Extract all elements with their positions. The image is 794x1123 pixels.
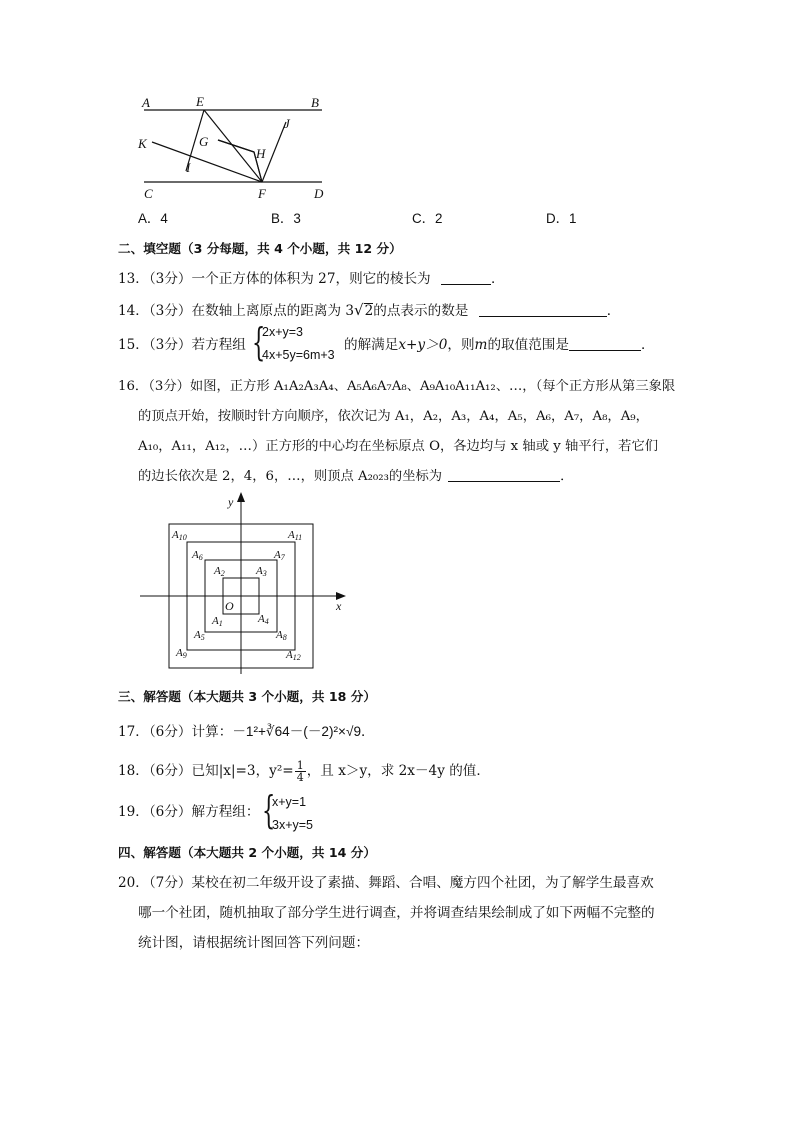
- q13-answer-blank[interactable]: [441, 270, 491, 285]
- y-axis-arrow-icon: [237, 492, 245, 502]
- q13-text: 13．（3分）一个正方体的体积为 27，则它的棱长为: [118, 271, 431, 287]
- q14-end: ．: [606, 303, 621, 319]
- question-20-line-3: 统计图，请根据统计图回答下列问题：: [138, 935, 370, 951]
- q15-equation-2: 4x+5y=6m+3: [262, 348, 335, 362]
- q15-equation-1: 2x+y=3: [262, 325, 304, 339]
- label-a11: A11: [288, 529, 303, 542]
- label-b: B: [311, 95, 319, 110]
- question-20-line-2: 哪一个社团，随机抽取了部分学生进行调查，并将调查结果绘制成了如下两幅不完整的: [138, 905, 655, 921]
- question-13: [118, 269, 505, 289]
- q15-mid2: ，则: [447, 337, 475, 353]
- choice-c[interactable]: C．2: [412, 211, 443, 226]
- question-17: [118, 722, 375, 742]
- q19-equation-2: 3x+y=5: [272, 818, 314, 832]
- nested-squares-figure: [136, 492, 356, 678]
- label-a7: A7: [274, 549, 285, 562]
- q16-answer-blank[interactable]: [448, 467, 560, 482]
- label-a6: A6: [192, 549, 203, 562]
- choice-a[interactable]: A．4: [138, 211, 168, 226]
- q18-numerator: 1: [296, 759, 304, 772]
- question-15-pre: 15．（3分）若方程组: [118, 337, 246, 353]
- q17-expression: －1²+∛64－(－2)²×√9．: [232, 724, 375, 739]
- origin-label: O: [225, 599, 234, 613]
- label-a12: A12: [286, 649, 301, 662]
- label-a8: A8: [276, 629, 287, 642]
- q19-brace-icon: {: [262, 788, 276, 832]
- label-k: K: [138, 136, 147, 151]
- label-g: G: [199, 134, 209, 149]
- label-a5: A5: [194, 629, 205, 642]
- section-3-heading: 三、解答题（本大题共 3 个小题，共 18 分）: [118, 689, 376, 704]
- q16-line4-pre: 的边长依次是 2，4，6，…，则顶点 A₂₀₂₃的坐标为: [138, 469, 443, 484]
- question-16-line-2: 的顶点开始，按顺时针方向顺序，依次记为 A₁，A₂，A₃，A₄，A₅，A₆，A₇，A₈，A₉，: [138, 409, 649, 424]
- question-18: [118, 760, 490, 783]
- q18-denominator: 4: [296, 771, 304, 784]
- q15-var: m: [474, 337, 488, 353]
- q18-pre: 18．（6分）已知|x|=3，y²=: [118, 763, 294, 779]
- label-a: A: [142, 95, 150, 110]
- label-j: J: [284, 116, 290, 131]
- label-c: C: [144, 186, 153, 201]
- q15-end: ．: [641, 337, 655, 353]
- y-axis-label: y: [228, 495, 234, 509]
- label-a9: A9: [176, 647, 187, 660]
- q15-brace-icon: {: [252, 320, 266, 364]
- q15-answer-blank[interactable]: [569, 336, 641, 351]
- q18-fraction: [295, 760, 306, 783]
- q13-end: ．: [490, 271, 505, 287]
- question-19-pre: 19．（6分）解方程组：: [118, 804, 260, 820]
- question-15-post: [344, 335, 655, 355]
- q16-end: ．: [560, 469, 574, 484]
- label-e: E: [196, 94, 204, 109]
- choice-b[interactable]: B．3: [271, 211, 301, 226]
- x-axis-label: x: [336, 599, 342, 613]
- q17-pre: 17．（6分）计算：: [118, 724, 233, 740]
- sqrt-icon: √: [354, 301, 364, 319]
- question-20-line-1: 20．（7分）某校在初二年级开设了素描、舞蹈、合唱、魔方四个社团，为了解学生最喜欢: [118, 875, 654, 891]
- label-f: F: [258, 186, 266, 201]
- q15-condition: x+y＞0: [398, 337, 448, 353]
- label-a2: A2: [214, 565, 225, 578]
- section-2-heading: 二、填空题（3 分每题，共 4 个小题，共 12 分）: [118, 241, 402, 256]
- q15-mid: 的解满足: [344, 337, 399, 353]
- question-16-line-4: [138, 467, 573, 487]
- question-16-line-1: 16．（3分）如图，正方形 A₁A₂A₃A₄、A₅A₆A₇A₈、A₉A₁₀A₁₁A₁₂、…，（每个正方形从第三象限: [118, 379, 676, 394]
- segment-fj: [262, 122, 286, 182]
- label-a1: A1: [212, 615, 223, 628]
- label-a10: A10: [172, 529, 187, 542]
- choice-d[interactable]: D．1: [546, 211, 577, 226]
- q14-answer-blank[interactable]: [479, 302, 607, 317]
- label-a4: A4: [258, 613, 269, 626]
- question-16-line-3: A₁₀，A₁₁，A₁₂，…）正方形的中心均在坐标原点 O，各边均与 x 轴或 y 轴平行，若它们: [138, 439, 659, 454]
- q15-post: 的取值范围是: [487, 337, 569, 353]
- q14-radicand: 2: [364, 303, 374, 319]
- label-d: D: [314, 186, 324, 201]
- section-4-heading: 四、解答题（本大题共 2 个小题，共 14 分）: [118, 845, 376, 860]
- label-h: H: [256, 146, 266, 161]
- q14-post: 的点表示的数是: [373, 303, 469, 319]
- label-i: I: [186, 160, 191, 175]
- q18-post: ，且 x＞y，求 2x－4y 的值．: [306, 763, 490, 779]
- question-14: [118, 300, 620, 321]
- q14-pre: 14．（3分）在数轴上离原点的距离为 3: [118, 303, 355, 319]
- label-a3: A3: [256, 565, 267, 578]
- parallel-lines-figure: [130, 92, 340, 204]
- q19-equation-1: x+y=1: [272, 795, 307, 809]
